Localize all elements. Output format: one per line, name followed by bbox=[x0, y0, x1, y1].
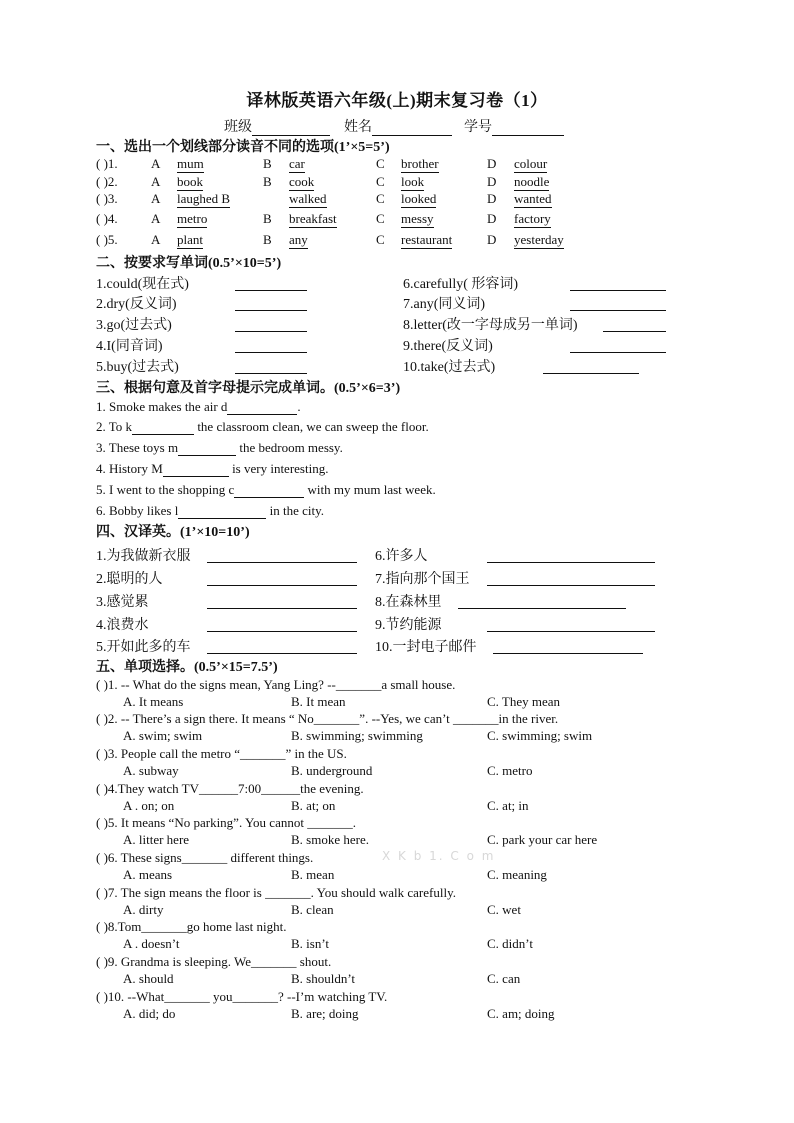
option-letter: A bbox=[151, 232, 161, 247]
option-word: breakfast bbox=[289, 211, 337, 226]
option-letter: A bbox=[151, 156, 161, 171]
option-a[interactable]: A. means bbox=[123, 867, 173, 882]
option-b[interactable]: B. mean bbox=[291, 867, 335, 882]
word-prompt: 1.could(现在式) bbox=[96, 277, 189, 292]
option-word: car bbox=[289, 156, 305, 171]
option-b[interactable]: B. underground bbox=[291, 763, 373, 778]
fill-in-sentence bbox=[96, 399, 301, 415]
sentence-start: 1. Smoke makes the air d bbox=[96, 399, 228, 414]
option-letter: D bbox=[487, 174, 497, 189]
option-letter: D bbox=[487, 211, 497, 226]
sentence-end: with my mum last week. bbox=[304, 482, 436, 497]
option-b[interactable]: B. isn’t bbox=[291, 936, 330, 951]
option-b[interactable]: B. are; doing bbox=[291, 1006, 359, 1021]
option-letter: D bbox=[487, 156, 497, 171]
name-field bbox=[344, 116, 452, 136]
option-c[interactable]: C. metro bbox=[487, 763, 533, 778]
fill-in-sentence bbox=[96, 419, 429, 435]
section-1-heading: 一、选出一个划线部分读音不同的选项(1’×5=5’) bbox=[96, 140, 390, 155]
option-word: noodle bbox=[514, 174, 550, 189]
class-field bbox=[224, 116, 330, 136]
phrase-prompt: 7.指向那个国王 bbox=[375, 572, 470, 587]
option-b[interactable]: B. at; on bbox=[291, 798, 336, 813]
option-b[interactable]: B. smoke here. bbox=[291, 832, 369, 847]
answer-blank[interactable] bbox=[235, 338, 307, 353]
option-b[interactable]: B. It mean bbox=[291, 694, 346, 709]
mc-question-stem: ( )10. --What_______ you_______? --I’m watching TV. bbox=[96, 989, 388, 1004]
answer-blank[interactable] bbox=[570, 338, 666, 353]
phrase-prompt: 5.开如此多的车 bbox=[96, 640, 191, 655]
option-a[interactable]: A. dirty bbox=[123, 902, 164, 917]
option-word: cook bbox=[289, 174, 315, 189]
option-letter: A bbox=[151, 211, 161, 226]
section-4-heading: 四、汉译英。(1’×10=10’) bbox=[96, 525, 250, 540]
question-number[interactable]: ( )5. bbox=[96, 232, 118, 247]
word-prompt: 3.go(过去式) bbox=[96, 318, 172, 333]
mc-question-stem: ( )2. -- There’s a sign there. It means “ No_______”. --Yes, we can’t _______in the river. bbox=[96, 711, 559, 726]
number-field bbox=[464, 116, 564, 136]
option-word: wanted bbox=[514, 191, 552, 206]
mc-question-stem: ( )6. These signs_______ different things. bbox=[96, 850, 314, 865]
answer-blank[interactable] bbox=[543, 359, 639, 374]
option-c[interactable]: C. wet bbox=[487, 902, 521, 917]
option-word: walked bbox=[289, 191, 327, 206]
option-a[interactable]: A. swim; swim bbox=[123, 728, 203, 743]
answer-blank[interactable] bbox=[178, 506, 266, 519]
option-a[interactable]: A. did; do bbox=[123, 1006, 176, 1021]
option-c[interactable]: C. They mean bbox=[487, 694, 561, 709]
option-word: factory bbox=[514, 211, 551, 226]
class-blank[interactable] bbox=[252, 121, 330, 136]
option-c[interactable]: C. am; doing bbox=[487, 1006, 555, 1021]
option-b[interactable]: B. shouldn’t bbox=[291, 971, 356, 986]
answer-blank[interactable] bbox=[163, 464, 229, 477]
answer-blank[interactable] bbox=[207, 548, 357, 563]
answer-blank[interactable] bbox=[487, 617, 655, 632]
option-word: any bbox=[289, 232, 308, 247]
answer-blank[interactable] bbox=[487, 548, 655, 563]
option-word: metro bbox=[177, 211, 208, 226]
answer-blank[interactable] bbox=[207, 617, 357, 632]
mc-question-stem: ( )9. Grandma is sleeping. We_______ shout. bbox=[96, 954, 332, 969]
option-word: restaurant bbox=[401, 232, 453, 247]
fill-in-sentence bbox=[96, 461, 328, 477]
page-title: 译林版英语六年级(上)期末复习卷（1） bbox=[246, 91, 548, 110]
word-prompt: 10.take(过去式) bbox=[403, 360, 496, 375]
name-label: 姓名 bbox=[344, 120, 372, 135]
answer-blank[interactable] bbox=[235, 317, 307, 332]
option-letter: D bbox=[487, 191, 497, 206]
option-a[interactable]: A. should bbox=[123, 971, 174, 986]
question-number[interactable]: ( )1. bbox=[96, 156, 118, 171]
sentence-end: is very interesting. bbox=[228, 461, 329, 476]
sentence-end: the bedroom messy. bbox=[236, 440, 343, 455]
phrase-prompt: 10.一封电子邮件 bbox=[375, 640, 477, 655]
option-a[interactable]: A . doesn’t bbox=[123, 936, 180, 951]
answer-blank[interactable] bbox=[570, 296, 666, 311]
number-label: 学号 bbox=[464, 120, 492, 135]
phrase-prompt: 9.节约能源 bbox=[375, 618, 442, 633]
word-prompt: 5.buy(过去式) bbox=[96, 360, 179, 375]
option-word: mum bbox=[177, 156, 204, 171]
answer-blank[interactable] bbox=[227, 402, 297, 415]
option-letter: B bbox=[263, 232, 272, 247]
answer-blank[interactable] bbox=[234, 485, 304, 498]
option-letter: A bbox=[151, 191, 161, 206]
sentence-start: 6. Bobby likes l bbox=[96, 503, 179, 518]
sentence-start: 2. To k bbox=[96, 419, 133, 434]
option-letter: B bbox=[263, 156, 272, 171]
sentence-end: the classroom clean, we can sweep the floor. bbox=[194, 419, 429, 434]
word-prompt: 6.carefully( 形容词) bbox=[403, 277, 519, 292]
option-c[interactable]: C. swimming; swim bbox=[487, 728, 593, 743]
sentence-start: 4. History M bbox=[96, 461, 163, 476]
option-b[interactable]: B. swimming; swimming bbox=[291, 728, 423, 743]
section-3-heading: 三、根据句意及首字母提示完成单词。(0.5’×6=3’) bbox=[96, 381, 401, 396]
mc-question-stem: ( )3. People call the metro “_______” in the US. bbox=[96, 746, 347, 761]
word-prompt: 7.any(同义词) bbox=[403, 297, 486, 312]
answer-blank[interactable] bbox=[235, 359, 307, 374]
option-letter: C bbox=[376, 174, 385, 189]
option-c[interactable]: C. can bbox=[487, 971, 521, 986]
option-word: book bbox=[177, 174, 203, 189]
class-label: 班级 bbox=[224, 120, 252, 135]
phrase-prompt: 1.为我做新衣服 bbox=[96, 549, 191, 564]
section-5-heading: 五、单项选择。(0.5’×15=7.5’) bbox=[96, 660, 278, 675]
word-prompt: 9.there(反义词) bbox=[403, 339, 493, 354]
option-word: messy bbox=[401, 211, 434, 226]
option-letter: C bbox=[376, 232, 385, 247]
option-c[interactable]: C. didn’t bbox=[487, 936, 533, 951]
option-letter: D bbox=[487, 232, 497, 247]
answer-blank[interactable] bbox=[207, 639, 357, 654]
option-c[interactable]: C. meaning bbox=[487, 867, 547, 882]
option-word: plant bbox=[177, 232, 203, 247]
section-2-heading: 二、按要求写单词(0.5’×10=5’) bbox=[96, 256, 282, 271]
phrase-prompt: 4.浪费水 bbox=[96, 618, 149, 633]
answer-blank[interactable] bbox=[487, 571, 655, 586]
option-a[interactable]: A . on; on bbox=[123, 798, 175, 813]
option-letter: B bbox=[263, 174, 272, 189]
phrase-prompt: 6.许多人 bbox=[375, 549, 428, 564]
name-blank[interactable] bbox=[372, 121, 452, 136]
phrase-prompt: 8.在森林里 bbox=[375, 595, 442, 610]
mc-question-stem: ( )4.They watch TV______7:00______the evening. bbox=[96, 781, 364, 796]
question-number[interactable]: ( )2. bbox=[96, 174, 118, 189]
word-prompt: 8.letter(改一字母成另一单词) bbox=[403, 318, 578, 333]
option-letter: B bbox=[263, 211, 272, 226]
word-prompt: 4.I(同音词) bbox=[96, 339, 163, 354]
fill-in-sentence bbox=[96, 503, 324, 519]
answer-blank[interactable] bbox=[178, 443, 236, 456]
fill-in-sentence bbox=[96, 440, 343, 456]
mc-question-stem: ( )1. -- What do the signs mean, Yang Ling? --_______a small house. bbox=[96, 677, 456, 692]
option-word: colour bbox=[514, 156, 548, 171]
answer-blank[interactable] bbox=[235, 296, 307, 311]
question-number[interactable]: ( )4. bbox=[96, 211, 118, 226]
question-number[interactable]: ( )3. bbox=[96, 191, 118, 206]
sentence-end: in the city. bbox=[266, 503, 324, 518]
answer-blank[interactable] bbox=[235, 276, 307, 291]
sentence-end: . bbox=[297, 399, 301, 414]
option-word: laughed B bbox=[177, 191, 231, 206]
option-word: look bbox=[401, 174, 425, 189]
answer-blank[interactable] bbox=[603, 317, 666, 332]
word-prompt: 2.dry(反义词) bbox=[96, 297, 177, 312]
number-blank[interactable] bbox=[492, 121, 564, 136]
option-word: yesterday bbox=[514, 232, 564, 247]
option-letter: C bbox=[376, 211, 385, 226]
phrase-prompt: 3.感觉累 bbox=[96, 595, 149, 610]
option-word: brother bbox=[401, 156, 439, 171]
fill-in-sentence bbox=[96, 482, 436, 498]
sentence-start: 3. These toys m bbox=[96, 440, 179, 455]
option-a[interactable]: A. subway bbox=[123, 763, 179, 778]
option-word: looked bbox=[401, 191, 437, 206]
option-a[interactable]: A. It means bbox=[123, 694, 184, 709]
option-a[interactable]: A. litter here bbox=[123, 832, 190, 847]
mc-question-stem: ( )8.Tom_______go home last night. bbox=[96, 919, 287, 934]
option-c[interactable]: C. at; in bbox=[487, 798, 529, 813]
answer-blank[interactable] bbox=[132, 422, 194, 435]
option-letter: C bbox=[376, 191, 385, 206]
mc-question-stem: ( )5. It means “No parking”. You cannot _______. bbox=[96, 815, 356, 830]
answer-blank[interactable] bbox=[207, 571, 357, 586]
answer-blank[interactable] bbox=[207, 594, 357, 609]
answer-blank[interactable] bbox=[570, 276, 666, 291]
phrase-prompt: 2.聪明的人 bbox=[96, 572, 163, 587]
answer-blank[interactable] bbox=[493, 639, 643, 654]
watermark: X K b 1. C o m bbox=[382, 849, 496, 863]
option-b[interactable]: B. clean bbox=[291, 902, 334, 917]
option-letter: C bbox=[376, 156, 385, 171]
answer-blank[interactable] bbox=[458, 594, 626, 609]
option-c[interactable]: C. park your car here bbox=[487, 832, 598, 847]
sentence-start: 5. I went to the shopping c bbox=[96, 482, 235, 497]
mc-question-stem: ( )7. The sign means the floor is _______. You should walk carefully. bbox=[96, 885, 456, 900]
option-letter: A bbox=[151, 174, 161, 189]
